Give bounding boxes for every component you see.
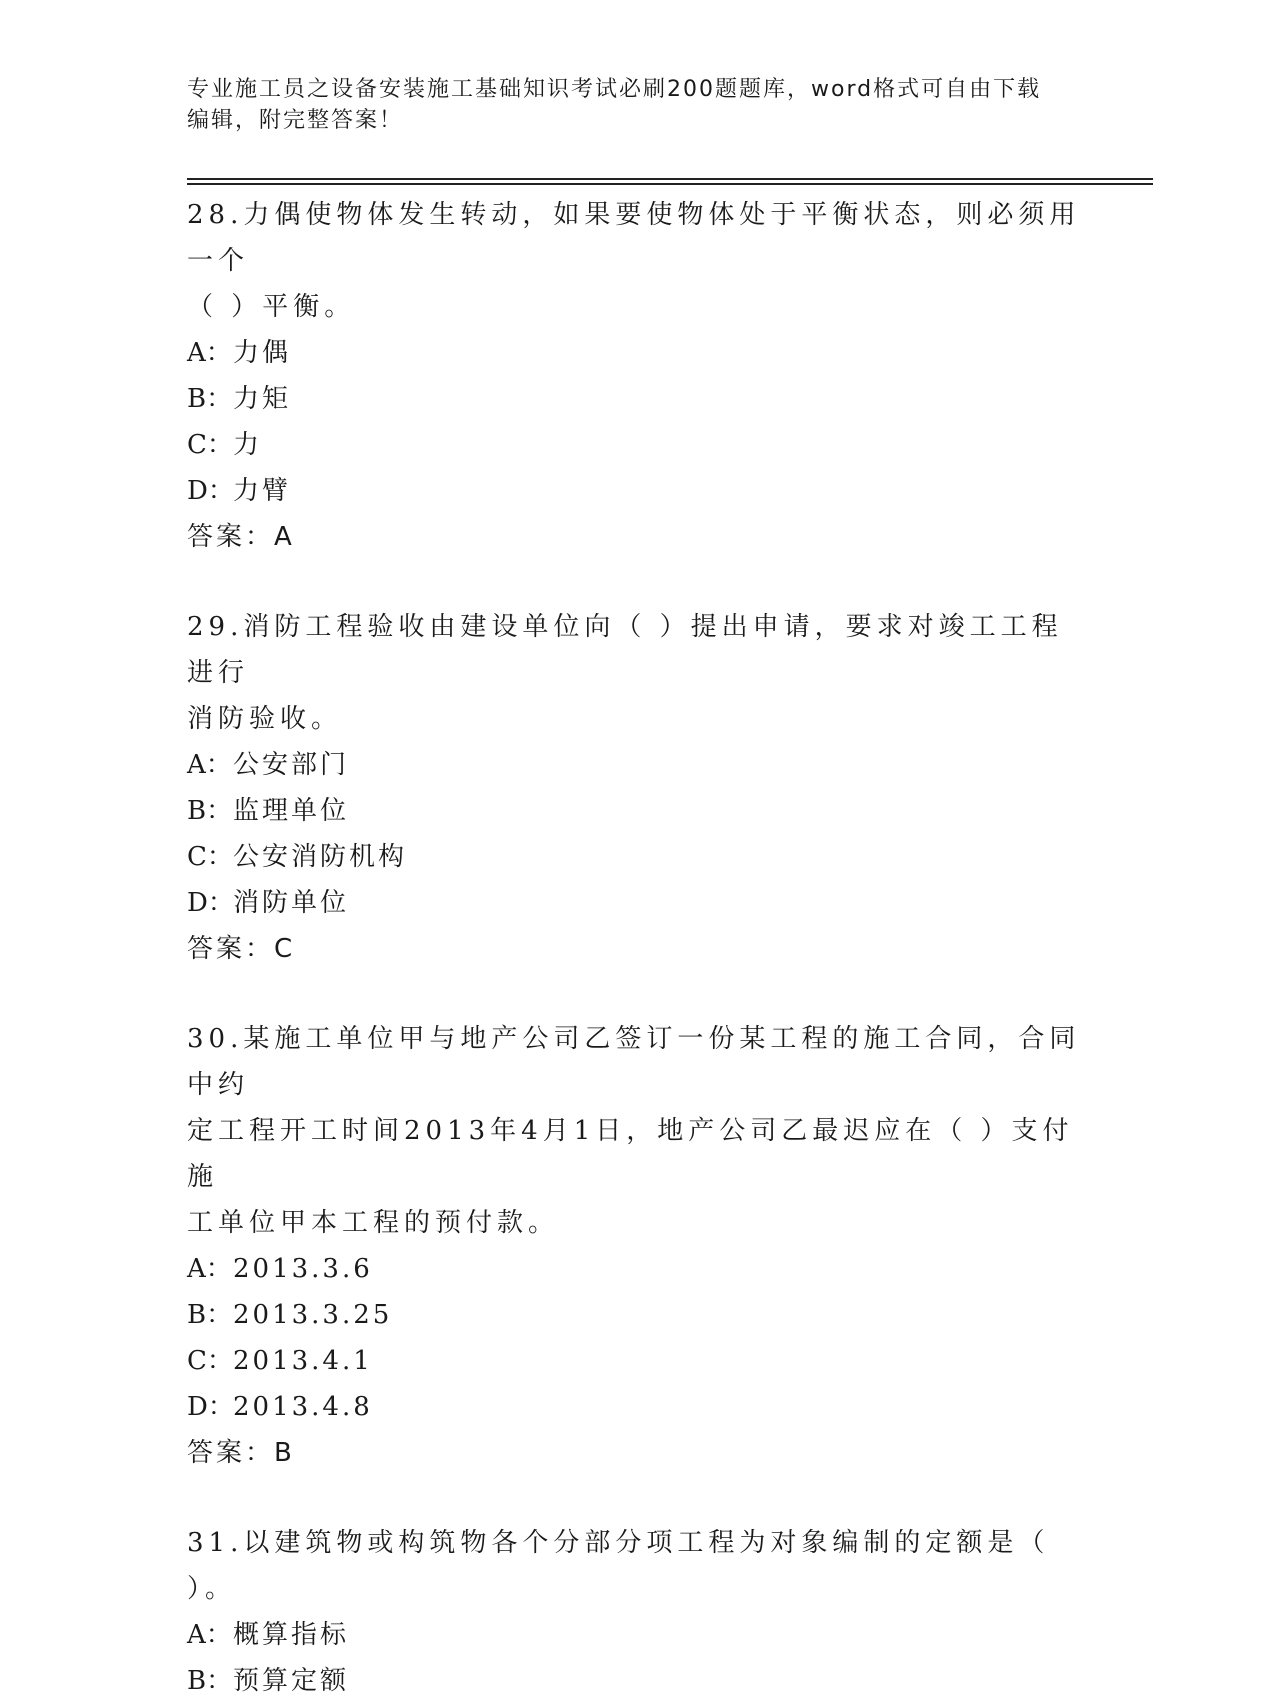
option-text: 监理单位	[233, 796, 350, 826]
option-letter: B：	[187, 796, 233, 826]
question-spacer	[187, 1476, 1087, 1520]
option-letter: A：	[187, 750, 232, 780]
option-a	[187, 330, 1087, 376]
option-text: 2013.3.25	[233, 1300, 393, 1330]
option-text: 公安消防机构	[233, 842, 408, 872]
header-rule-bottom	[187, 183, 1153, 185]
header-line-1: 专业施工员之设备安装施工基础知识考试必刷200题题库，word格式可自由下载	[187, 77, 1042, 102]
option-letter: A：	[187, 1254, 232, 1284]
option-letter: B：	[187, 1300, 233, 1330]
option-d	[187, 880, 1087, 926]
option-a	[187, 742, 1087, 788]
option-text: 力矩	[233, 384, 292, 414]
question-31	[187, 1520, 1087, 1704]
question-28	[187, 192, 1087, 560]
document-header	[187, 74, 1087, 136]
option-b	[187, 376, 1087, 422]
option-letter: B：	[187, 384, 233, 414]
option-d	[187, 468, 1087, 514]
option-b	[187, 788, 1087, 834]
option-c	[187, 1338, 1087, 1384]
option-c	[187, 422, 1087, 468]
option-text: 概算指标	[233, 1620, 350, 1650]
option-text: 力	[233, 430, 263, 460]
option-letter: C：	[187, 842, 233, 872]
option-text: 消防单位	[233, 888, 350, 918]
question-stem-line: 定工程开工时间2013年4月1日，地产公司乙最迟应在（ ）支付施	[187, 1116, 1074, 1192]
answer-line: 答案：B	[187, 1438, 295, 1468]
question-spacer	[187, 560, 1087, 604]
option-a	[187, 1612, 1087, 1658]
question-stem-line: 28.力偶使物体发生转动，如果要使物体处于平衡状态，则必须用一个	[187, 200, 1081, 276]
option-text: 公安部门	[233, 750, 350, 780]
option-text: 2013.3.6	[233, 1254, 373, 1284]
question-stem-line: 工单位甲本工程的预付款。	[187, 1208, 560, 1238]
question-stem-line: 31.以建筑物或构筑物各个分部分项工程为对象编制的定额是（ ）。	[187, 1528, 1063, 1604]
question-stem-line: （ ）平衡。	[187, 292, 356, 322]
option-b	[187, 1292, 1087, 1338]
question-stem-line: 消防验收。	[187, 704, 343, 734]
option-letter: D：	[187, 888, 234, 918]
option-letter: B：	[187, 1666, 233, 1696]
option-letter: A：	[187, 338, 232, 368]
option-letter: D：	[187, 1392, 234, 1422]
option-letter: A：	[187, 1620, 232, 1650]
answer-line: 答案：C	[187, 934, 296, 964]
option-c	[187, 834, 1087, 880]
option-text: 预算定额	[233, 1666, 350, 1696]
option-a	[187, 1246, 1087, 1292]
option-text: 力偶	[233, 338, 292, 368]
header-line-2: 编辑，附完整答案！	[187, 108, 404, 133]
option-letter: D：	[187, 476, 234, 506]
question-29	[187, 604, 1087, 972]
question-list	[187, 192, 1087, 1704]
option-text: 2013.4.8	[233, 1392, 373, 1422]
option-b	[187, 1658, 1087, 1704]
option-letter: C：	[187, 430, 233, 460]
question-30	[187, 1016, 1087, 1476]
answer-line: 答案：A	[187, 522, 295, 552]
option-text: 力臂	[233, 476, 292, 506]
question-spacer	[187, 972, 1087, 1016]
question-stem-line: 29.消防工程验收由建设单位向（ ）提出申请，要求对竣工工程进行	[187, 612, 1063, 688]
header-rule-top	[187, 178, 1153, 180]
option-d	[187, 1384, 1087, 1430]
option-letter: C：	[187, 1346, 233, 1376]
question-stem-line: 30.某施工单位甲与地产公司乙签订一份某工程的施工合同，合同中约	[187, 1024, 1081, 1100]
option-text: 2013.4.1	[233, 1346, 373, 1376]
